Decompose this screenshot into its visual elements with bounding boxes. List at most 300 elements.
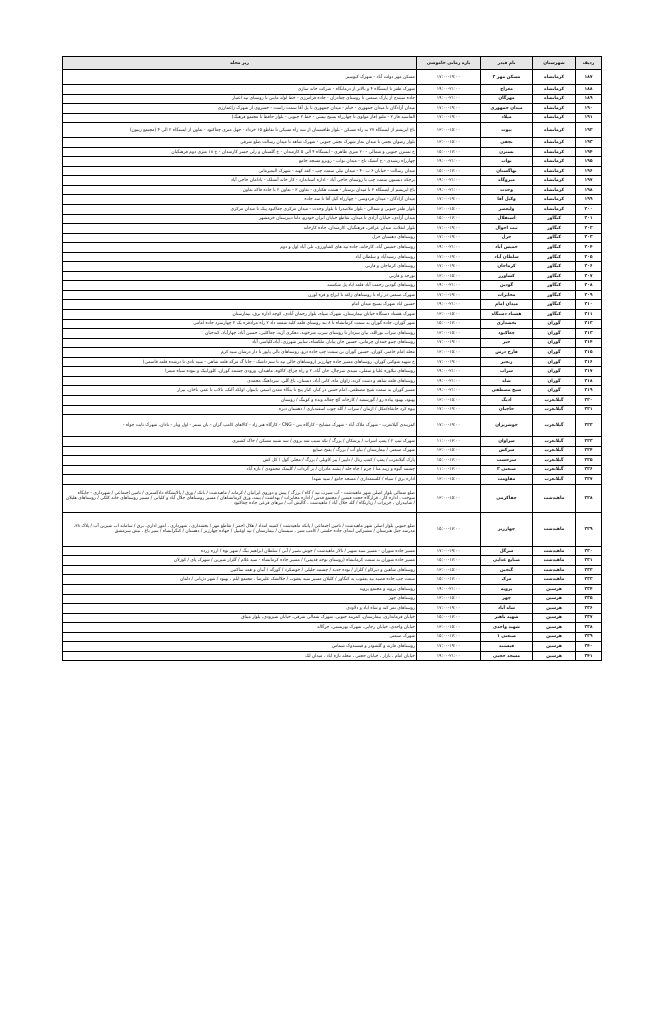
area-cell: خ نسترن جنوبی و شمالی - ۲۰ متری ظاهری - ایستگاه ۴ الی ۵ کارمندان - خ گلستان و رلی جسر کارمندان - خ ۱۸ متری دوم فرهنگیان <box>63 147 417 157</box>
time-range-cell: ۱۳:۰۰-۱۵:۰۰ <box>417 329 481 339</box>
area-cell: میدان رسالت - خیابان ۶ ب ۴۰ - میدان نیلی سمت چپ - کفه کهنه - شهرک الیمیرمانی <box>63 166 417 176</box>
table-row <box>63 512 602 546</box>
table-row <box>63 252 602 262</box>
city-cell: ماهیدشت <box>533 565 576 575</box>
time-range-cell: ۱۹:۰۰-۲۱:۰۰ <box>417 367 481 377</box>
area-cell: الماسیه فاز ۲ - ملتو (فاز مولوی تا چهارراه بسیج نیسی - خط ۲ جنوبی - بلوار حافظ تا مجتمع فرهنگ) <box>63 113 417 123</box>
city-cell: هرسین <box>533 632 576 642</box>
time-range-cell: ۱۷:۰۰-۱۹:۰۰ <box>417 70 481 85</box>
city-cell: کرمانشاه <box>533 157 576 167</box>
area-cell: باغ ابریشم از ایستگاه ۲۷ به راه مسکن - بلوار طاقبستان از سه راه مسکن تا تقاطع ۱۵ خرداد - جهل متری چغاکبود - تعاون از ایستگاه ۲ الی ۴ (مجتمع زیتون) <box>63 123 417 138</box>
city-cell: کرمانشاه <box>533 123 576 138</box>
area-cell: خ شهید شوکتی گوران، روستاهای مسیر جاده چهارزبر (روستاهای خالی تپه تا سم داشک - جانا گ مرگه قلعه شاهی - سید نادی تا درشده قلعه قاسمی) <box>63 357 417 367</box>
city-cell: کنگاور <box>533 300 576 310</box>
city-cell: کنگاور <box>533 243 576 253</box>
row-number-cell: ۲۳۷ <box>576 613 602 623</box>
time-range-cell: ۱۳:۰۰-۱۵:۰۰ <box>417 310 481 320</box>
table-row <box>63 176 602 186</box>
feeder-cell: شاه <box>481 376 533 386</box>
area-cell: شهرک صنعتی / بیمارستان / بیاو آب / بزرگ / بقتخ صنایع <box>63 446 417 456</box>
time-range-cell: ۱۷:۰۰-۱۹:۰۰ <box>417 546 481 556</box>
table-row <box>63 271 602 281</box>
time-range-cell: ۱۹:۰۰-۲۱:۰۰ <box>417 584 481 594</box>
area-cell: میدان آزادی، خیابان آزادی تا میدان، تقاطع خیابان ایران خودرو، دلتا دبیرستان خرمشهر <box>63 214 417 224</box>
city-cell: کرمانشاه <box>533 195 576 205</box>
city-cell: ماهیدشت <box>533 484 576 512</box>
city-cell: کرمانشاه <box>533 185 576 195</box>
feeder-cell: پرویه <box>481 584 533 594</box>
city-cell: کرمانشاه <box>533 94 576 104</box>
area-cell: محله امام خامنر، کوران، حسین گوران بن سمت چپ جاده درو، روستاهای نالی پایور تا دار درشان سید کرم <box>63 348 417 358</box>
row-number-cell: ۲۲۹ <box>576 512 602 546</box>
row-number-cell: ۱۹۶ <box>576 166 602 176</box>
row-number-cell: ۲۱۸ <box>576 376 602 386</box>
feeder-cell: هشتاد دستگاه <box>481 310 533 320</box>
area-cell: پارک گیلانغرب / پمپ / کمپ رتال / دلپیر / پیر کاویلی / بزرگ / محلی گول / کل کش <box>63 456 417 466</box>
feeder-cell: مرک <box>481 575 533 585</box>
city-cell: گوران <box>533 319 576 329</box>
feeder-cell: ادیگ <box>481 395 533 405</box>
feeder-cell: وحدت <box>481 185 533 195</box>
area-cell: مسیر گوران به سمت شیخ مصطفی، امام حسن در کنار، کنار پنج تا بنگاه معدن اسمر، باینوار، اولکه آلتک، تالاب تا عمر، ناخان، بیزار <box>63 386 417 396</box>
area-cell: باغ ابریشم از ایستگاه ۲ تا میدان برستار - هشت هکتاری - تعاون ۳ - تعاون ۲ تا جاده فاکه تعاون <box>63 185 417 195</box>
table-row <box>63 338 602 348</box>
feeder-cell: مسجد حجتی <box>481 651 533 661</box>
outage-schedule-page <box>62 56 602 661</box>
time-range-cell: ۱۵:۰۰-۱۷:۰۰ <box>417 632 481 642</box>
feeder-cell: شاه آباد <box>481 604 533 614</box>
area-cell: روستاهای خمیس آباد، کارخانه، جاده تپه های کشاورزی، تلی آباد اول و دوم <box>63 243 417 253</box>
time-range-cell: ۱۹:۰۰-۲۱:۰۰ <box>417 157 481 167</box>
table-row <box>63 224 602 234</box>
area-cell: روستاهای گودین رحمت آباد قلعه اباد پل شکسته <box>63 281 417 291</box>
city-cell: هرسین <box>533 642 576 652</box>
feeder-cell: مقاومت <box>481 475 533 485</box>
area-cell: شهرک صنعتی در راه تا روستاهای زاغه تا ایراج و قره لورن <box>63 290 417 300</box>
time-range-cell: ۱۹:۰۰-۲۱:۰۰ <box>417 386 481 396</box>
city-cell: ماهیدشت <box>533 575 576 585</box>
row-number-cell: ۲۰۴ <box>576 243 602 253</box>
outage-schedule-table <box>62 56 602 661</box>
feeder-cell: فیسنند <box>481 642 533 652</box>
city-cell: گیلانغرب <box>533 456 576 466</box>
table-row <box>63 319 602 329</box>
time-range-cell: ۱۷:۰۰-۱۹:۰۰ <box>417 113 481 123</box>
row-number-cell: ۱۹۹ <box>576 195 602 205</box>
feeder-cell: مهرگان <box>481 94 533 104</box>
table-row <box>63 85 602 95</box>
time-range-cell: ۱۹:۰۰-۲۱:۰۰ <box>417 185 481 195</box>
row-number-cell: ۲۴۱ <box>576 651 602 661</box>
table-body <box>63 70 602 661</box>
table-row <box>63 546 602 556</box>
row-number-cell: ۲۱۴ <box>576 338 602 348</box>
time-range-cell: ۱۵:۰۰-۱۷:۰۰ <box>417 166 481 176</box>
time-range-cell: ۱۹:۰۰-۲۱:۰۰ <box>417 85 481 95</box>
feeder-cell: چهر <box>481 594 533 604</box>
feeder-cell: نسترن <box>481 147 533 157</box>
feeder-cell: زنجیر <box>481 357 533 367</box>
time-range-cell: ۱۷:۰۰-۱۹:۰۰ <box>417 357 481 367</box>
area-cell: شهرک ظفر تا ایستگاه ۴ و بالاتر از درمانگاه - شرکت خانه سازی <box>63 85 417 95</box>
city-cell: گوران <box>533 386 576 396</box>
time-range-cell: ۱۳:۰۰-۱۵:۰۰ <box>417 484 481 512</box>
time-range-cell: ۱۳:۰۰-۱۵:۰۰ <box>417 138 481 148</box>
area-cell: شهرک هشتاد دستگاه خیابان بیمارستان، شهرک سپاه، بلوار رحمان آبادی، کوچه اداره برق، بیمارستان <box>63 310 417 320</box>
row-number-cell: ۱۹۲ <box>576 123 602 138</box>
city-cell: گوران <box>533 348 576 358</box>
row-number-cell: ۲۲۸ <box>576 484 602 512</box>
time-range-cell: ۱۳:۰۰-۱۵:۰۰ <box>417 348 481 358</box>
header-city: شهرستان <box>533 57 576 70</box>
row-number-cell: ۱۹۵ <box>576 157 602 167</box>
area-cell: روستاهای کرماجان و فارنی <box>63 262 417 272</box>
city-cell: کرمانشاه <box>533 70 576 85</box>
time-range-cell: ۱۹:۰۰-۲۱:۰۰ <box>417 376 481 386</box>
row-number-cell: ۱۹۴ <box>576 147 602 157</box>
table-row <box>63 395 602 405</box>
area-cell: میدان آزادگان تا میدان جمهوری - خیام - میدان جمهوری تا پل آقا سمت راست - خسروی از شهرک زاغمارزی <box>63 104 417 114</box>
time-range-cell: ۱۹:۰۰-۲۱:۰۰ <box>417 176 481 186</box>
table-row <box>63 446 602 456</box>
time-range-cell: ۱۳:۰۰-۱۵:۰۰ <box>417 395 481 405</box>
area-cell: کمربندی گیلانغرب - شهرک ملاک آباد - شهرک مشایخ - کارگاه بتن - CNG - کارگاه هنر زاد - کالاهای کامپ گران - بان سنتر - اول وبار - نادان، شهرک ثابت خواه - <box>63 415 417 437</box>
time-range-cell: ۱۳:۰۰-۱۵:۰۰ <box>417 565 481 575</box>
time-range-cell: ۱۷:۰۰-۱۹:۰۰ <box>417 195 481 205</box>
feeder-cell: گودین <box>481 281 533 291</box>
feeder-cell: چقاکرمی <box>481 484 533 512</box>
row-number-cell: ۲۳۳ <box>576 575 602 585</box>
area-cell: حسین اباد شهرک بسیج میدان امام <box>63 300 417 310</box>
row-number-cell: ۲۱۶ <box>576 357 602 367</box>
feeder-cell: وکیل آقا <box>481 195 533 205</box>
city-cell: گیلانغرب <box>533 405 576 415</box>
area-cell: برجکه دبستون سمت چپ تا روستای حاجی آباد - اداره استاندارد - کار خانه آتشلک - بادامان حاجی آباد <box>63 176 417 186</box>
city-cell: کرمانشاه <box>533 85 576 95</box>
table-header-row <box>63 57 602 70</box>
feeder-cell: گنجین <box>481 565 533 575</box>
city-cell: کنگاور <box>533 281 576 291</box>
feeder-cell: حزل <box>481 233 533 243</box>
feeder-cell: چهارزبر <box>481 512 533 546</box>
city-cell: گیلانغرب <box>533 415 576 437</box>
time-range-cell: ۱۳:۰۰-۱۵:۰۰ <box>417 271 481 281</box>
city-cell: کنگاور <box>533 271 576 281</box>
area-cell: بلوار انقلاب، میدان عراقی، فرهنگیان، کارمندان، جاده کارخانه <box>63 224 417 234</box>
time-range-cell: ۱۷:۰۰-۱۹:۰۰ <box>417 405 481 415</box>
time-range-cell: ۱۷:۰۰-۱۹:۰۰ <box>417 104 481 114</box>
city-cell: کنگاور <box>533 252 576 262</box>
area-cell: مسیر جاده شوران - مسیر سید شهیر / تالار ماهیدشت / جوش نصیر / آبی / سلطان ابراهیم بیگ / شهر نوه / ارزه زرده <box>63 546 417 556</box>
row-number-cell: ۲۳۴ <box>576 584 602 594</box>
row-number-cell: ۲۱۰ <box>576 300 602 310</box>
table-row <box>63 642 602 652</box>
area-cell: میدان آزادگان - میدان فردوسی - چهارراه گیل آقا تا سه جاده <box>63 195 417 205</box>
row-number-cell: ۲۰۸ <box>576 281 602 291</box>
city-cell: کنگاور <box>533 262 576 272</box>
area-cell: بلوار ظفر جنوبی و شمالی - بلوار ملاصدرا تا بلوار وحدت - میدان مرکزی چغاکبود پیک تا میدان مرکزی <box>63 205 417 215</box>
table-row <box>63 310 602 320</box>
area-cell: چهارراه رشیدی - خ آتشک تاج - میدان نواب - روبرو مسجد جامع <box>63 157 417 167</box>
time-range-cell: ۱۱:۰۰-۱۳:۰۰ <box>417 465 481 475</box>
table-row <box>63 575 602 585</box>
feeder-cell: کشاورز <box>481 271 533 281</box>
row-number-cell: ۲۳۰ <box>576 546 602 556</box>
row-number-cell: ۱۹۱ <box>576 113 602 123</box>
area-cell: بیوه کرد خانقاه/مکل / ازینان / سراب / گله جوب اسفندیاری / دهستان دیره <box>63 405 417 415</box>
row-number-cell: ۲۲۶ <box>576 465 602 475</box>
city-cell: گوران <box>533 338 576 348</box>
table-row <box>63 623 602 633</box>
table-row <box>63 437 602 447</box>
area-cell: جاده سنندج از پارک صنعتی تا روستای چغادران - جاده فرامرزی - خط لوله مابین تا روستای تپه اعتبار <box>63 94 417 104</box>
table-row <box>63 484 602 512</box>
time-range-cell: ۱۵:۰۰-۱۷:۰۰ <box>417 512 481 546</box>
row-number-cell: ۲۱۳ <box>576 329 602 339</box>
table-row <box>63 157 602 167</box>
row-number-cell: ۱۹۳ <box>576 138 602 148</box>
table-row <box>63 584 602 594</box>
feeder-cell: صنعتی ۲ <box>481 465 533 475</box>
row-number-cell: ۲۰۱ <box>576 214 602 224</box>
feeder-cell: شهید واحدی <box>481 623 533 633</box>
area-cell: سمت چپ جاده قصید بید یعقوب به کنگاور / کلیلان مسیر سید یعقوب / جلالشک علیرضا ، مجتمع ایلم ، بهبود / شهر دژبانی / دلفان <box>63 575 417 585</box>
feeder-cell: میدان امام <box>481 300 533 310</box>
row-number-cell: ۲۳۶ <box>576 604 602 614</box>
feeder-cell: ولیعصر <box>481 205 533 215</box>
feeder-cell: مسکن مهر ۲ <box>481 70 533 85</box>
table-row <box>63 357 602 367</box>
table-row <box>63 613 602 623</box>
row-number-cell: ۲۳۵ <box>576 594 602 604</box>
time-range-cell: ۱۹:۰۰-۲۱:۰۰ <box>417 281 481 291</box>
time-range-cell: ۱۳:۰۰-۱۵:۰۰ <box>417 623 481 633</box>
table-row <box>63 195 602 205</box>
feeder-cell: مخابرات <box>481 290 533 300</box>
feeder-cell: خوشریزان <box>481 415 533 437</box>
row-number-cell: ۲۲۷ <box>576 475 602 485</box>
time-range-cell: ۱۷:۰۰-۱۹:۰۰ <box>417 252 481 262</box>
table-row <box>63 185 602 195</box>
row-number-cell: ۲۱۷ <box>576 367 602 377</box>
time-range-cell: ۱۷:۰۰-۱۹:۰۰ <box>417 290 481 300</box>
area-cell: نورجه و فارنی <box>63 271 417 281</box>
row-number-cell: ۲۲۵ <box>576 456 602 466</box>
table-row <box>63 281 602 291</box>
city-cell: گوران <box>533 367 576 377</box>
city-cell: کنگاور <box>533 310 576 320</box>
feeder-cell: میلاد <box>481 113 533 123</box>
table-row <box>63 405 602 415</box>
feeder-cell: خیر <box>481 338 533 348</box>
row-number-cell: ۲۱۲ <box>576 319 602 329</box>
row-number-cell: ۲۰۹ <box>576 290 602 300</box>
city-cell: گیلانغرب <box>533 465 576 475</box>
row-number-cell: ۲۴۰ <box>576 642 602 652</box>
area-cell: روستاهای چنبو خمدان چرمانی، حسین جان بیانار، ملکشاه، ساییر شهرزی، آیاد،کلپاسی آباد <box>63 338 417 348</box>
feeder-cell: نواب <box>481 157 533 167</box>
area-cell: روستاهای رشیدآباد و سلطان آباد <box>63 252 417 262</box>
row-number-cell: ۲۱۹ <box>576 386 602 396</box>
table-row <box>63 329 602 339</box>
row-number-cell: ۲۲۴ <box>576 446 602 456</box>
table-row <box>63 556 602 566</box>
time-range-cell: ۱۷:۰۰-۱۹:۰۰ <box>417 415 481 437</box>
area-cell: شهرک تیپ ۲ / پمپ اسراب / پزشکان / بزرگ / تکه سیب شه بزوی / سه شنبه مسکن / خاک کشتری <box>63 437 417 447</box>
table-row <box>63 94 602 104</box>
city-cell: ماهیدشت <box>533 512 576 546</box>
row-number-cell: ۱۹۸ <box>576 185 602 195</box>
time-range-cell: ۱۱:۰۰-۱۳:۰۰ <box>417 437 481 447</box>
area-cell: خیابان امام ، بازار ، خیابان حجتی ، محله تازه اباد ، میدان لک <box>63 651 417 661</box>
table-row <box>63 147 602 157</box>
time-range-cell: ۱۵:۰۰-۱۷:۰۰ <box>417 556 481 566</box>
feeder-cell: استقلال <box>481 214 533 224</box>
table-row <box>63 262 602 272</box>
time-range-cell: ۱۷:۰۰-۱۹:۰۰ <box>417 338 481 348</box>
city-cell: گیلانغرب <box>533 437 576 447</box>
area-cell: روستاهای شاهین و دیزکاو / گلزار / نوده جدید / چشمه جلیلی / خوشکرد / گورگه / آبیان و همه ساکنین <box>63 565 417 575</box>
city-cell: گوران <box>533 329 576 339</box>
feeder-cell: بخشداری <box>481 319 533 329</box>
area-cell: مسکن مهر دولت آباد - شهرک کیوسنر <box>63 70 417 85</box>
city-cell: هرسین <box>533 651 576 661</box>
area-cell: روستاهای دهستان حزل <box>63 233 417 243</box>
row-number-cell: ۲۰۰ <box>576 205 602 215</box>
feeder-cell: سرگل <box>481 546 533 556</box>
area-cell: روستاهای تمر کبه و شاه اباد و دلاودی <box>63 604 417 614</box>
time-range-cell: ۱۵:۰۰-۱۷:۰۰ <box>417 613 481 623</box>
city-cell: گیلانغرب <box>533 475 576 485</box>
table-row <box>63 604 602 614</box>
table-row <box>63 348 602 358</box>
time-range-cell: ۱۷:۰۰-۱۹:۰۰ <box>417 604 481 614</box>
area-cell: اداره برق / سپاه / کلستمداری / مسجد جامع / سید شهدا <box>63 475 417 485</box>
row-number-cell: ۱۸۹ <box>576 94 602 104</box>
row-number-cell: ۲۱۵ <box>576 348 602 358</box>
table-row <box>63 214 602 224</box>
feeder-cell: نجفی <box>481 138 533 148</box>
area-cell: بهبود، بهبود پیاده رو / گورسفید / کارخانه گچ چغاله ونده و کوینگ / روستان <box>63 395 417 405</box>
city-cell: هرسین <box>533 594 576 604</box>
feeder-cell: سلطان آباد <box>481 252 533 262</box>
city-cell: کرمانشاه <box>533 138 576 148</box>
table-row <box>63 376 602 386</box>
row-number-cell: ۲۳۲ <box>576 565 602 575</box>
time-range-cell: ۱۳:۰۰-۱۵:۰۰ <box>417 475 481 485</box>
table-row <box>63 386 602 396</box>
area-cell: روستاهای پرویه و مجتمع پرویه <box>63 584 417 594</box>
time-range-cell: ۱۹:۰۰-۲۱:۰۰ <box>417 300 481 310</box>
city-cell: هرسین <box>533 613 576 623</box>
table-row <box>63 233 602 243</box>
area-cell: روستاهای قلعه شاهه و دشت کرند، زاوان ماه، کانی آباد، دبستان، باغ گلی، سرداهنگ محمدی <box>63 376 417 386</box>
row-number-cell: ۱۸۸ <box>576 85 602 95</box>
table-row <box>63 565 602 575</box>
city-cell: کنگاور <box>533 224 576 234</box>
city-cell: کرمانشاه <box>533 104 576 114</box>
time-range-cell: ۱۷:۰۰-۱۹:۰۰ <box>417 262 481 272</box>
city-cell: کنگاور <box>533 214 576 224</box>
feeder-cell: فارخ درش <box>481 348 533 358</box>
feeder-cell: کرماجان <box>481 262 533 272</box>
city-cell: ماهیدشت <box>533 546 576 556</box>
row-number-cell: ۲۲۳ <box>576 437 602 447</box>
city-cell: هرسین <box>533 604 576 614</box>
row-number-cell: ۲۰۳ <box>576 233 602 243</box>
area-cell: خیابان واحدی، خیابان رجایی، شهرک بهزیستی، جرگاله <box>63 623 417 633</box>
feeder-cell: سراب <box>481 367 533 377</box>
city-cell: کرمانشاه <box>533 176 576 186</box>
city-cell: کرمانشاه <box>533 166 576 176</box>
row-number-cell: ۲۳۸ <box>576 623 602 633</box>
header-row-number: ردیف <box>576 57 602 70</box>
area-cell: روستاهای تیلاوره علیا و سفلی، سیدی سرچال، خان آباد، ۲ و راه چراغ، کاکوه، ماهیدان، ورودی چشمه گوران، کلورابیک و نتوده سیاه میمرا <box>63 367 417 377</box>
city-cell: کرمانشاه <box>533 147 576 157</box>
city-cell: کرمانشاه <box>533 205 576 215</box>
table-row <box>63 300 602 310</box>
table-row <box>63 70 602 85</box>
city-cell: کرمانشاه <box>533 113 576 123</box>
time-range-cell: ۱۷:۰۰-۱۹:۰۰ <box>417 233 481 243</box>
feeder-cell: صنعتی ۱ <box>481 632 533 642</box>
table-row <box>63 205 602 215</box>
feeder-cell: نهاگستان <box>481 166 533 176</box>
area-cell: مسیر جاده شوران به سمت کرمانشاه (روستای نوجه قدیمی) / مسیر جاده کرمانشاه - سید غلام / گلزار شیرین / شهرک پای / کوزلان <box>63 556 417 566</box>
table-row <box>63 651 602 661</box>
area-cell: روستاهای سراب نورالله، بیان سردار تا روستای سرپ مترخوند، دهکری آزید، چغاکلبی، حسین آباد، چهارآباد، کندحیان <box>63 329 417 339</box>
row-number-cell: ۲۳۱ <box>576 556 602 566</box>
feeder-cell: شهید باهنر <box>481 613 533 623</box>
feeder-cell: شیخ مصطفی <box>481 386 533 396</box>
feeder-cell: سرحست <box>481 456 533 466</box>
row-number-cell: ۲۲۱ <box>576 405 602 415</box>
city-cell: گوران <box>533 376 576 386</box>
row-number-cell: ۲۰۲ <box>576 224 602 234</box>
table-row <box>63 243 602 253</box>
feeder-cell: خمیس آباد <box>481 243 533 253</box>
time-range-cell: ۱۹:۰۰-۲۱:۰۰ <box>417 243 481 253</box>
header-feeder: نام فیدر <box>481 57 533 70</box>
city-cell: کنگاور <box>533 233 576 243</box>
feeder-cell: سرکش <box>481 446 533 456</box>
city-cell: ماهیدشت <box>533 556 576 566</box>
city-cell: هرسین <box>533 623 576 633</box>
time-range-cell: ۱۳:۰۰-۱۵:۰۰ <box>417 205 481 215</box>
area-cell: روستاهای چهر <box>63 594 417 604</box>
time-range-cell: ۱۵:۰۰-۱۷:۰۰ <box>417 319 481 329</box>
table-row <box>63 367 602 377</box>
table-row <box>63 138 602 148</box>
feeder-cell: سراوان <box>481 437 533 447</box>
area-cell: ضلع شمالی بلوار اصلی شهر ماهیدشت - آب شیرب تپه / گاه / بزرگ / پیش و دوروی ایرانیان / کرمانه / ماهیدشت / بانک / ورق / پالایشگاه دادگستری / تامین اجتماعی / شهرداری - جایگاه سوخت ، اداره کار ، قرارگاه حجت فیمین / مجتمع قدس / اداره مخابرات / بهداشت / بیمه، ورق کرمانشاهان / مسیر روستاهای جلال آباد و کلیانی / مسیر روستاهای خانه کلکی / روستاهای هلیلان / شابیدران ، خزیراب / زیارتگاه / گله جلال آباد / ماهیدشت ، گالیش آب / تیرهای فرعی جاده چغاکبود <box>63 484 417 512</box>
table-row <box>63 123 602 138</box>
header-area: ریز محله <box>63 57 417 70</box>
time-range-cell: ۱۳:۰۰-۱۵:۰۰ <box>417 123 481 138</box>
table-row <box>63 632 602 642</box>
time-range-cell: ۱۹:۰۰-۲۱:۰۰ <box>417 651 481 661</box>
area-cell: شهرک صنعتی <box>63 632 417 642</box>
row-number-cell: ۲۱۱ <box>576 310 602 320</box>
area-cell: بلوار رضوان نجفی تا میدان نماز شهرک نجفی جنوبی - شهرک شاهد تا میدان رسالت ضلع شرقی <box>63 138 417 148</box>
area-cell: چشمه گیوه و زینه منا / چرم / چاه جله / پشته مادران / بر گرداب / گلیمک محمودی / تازه آباد <box>63 465 417 475</box>
city-cell: کنگاور <box>533 290 576 300</box>
time-range-cell: ۱۳:۰۰-۱۵:۰۰ <box>417 446 481 456</box>
area-cell: خیابان فرمانداری، بیمارستان، کمربند جنوبی، شهرک شمالی شرقی، خیابان شیرودی، بلوار میثاق <box>63 613 417 623</box>
table-row <box>63 166 602 176</box>
row-number-cell: ۲۰۶ <box>576 262 602 272</box>
table-row <box>63 104 602 114</box>
